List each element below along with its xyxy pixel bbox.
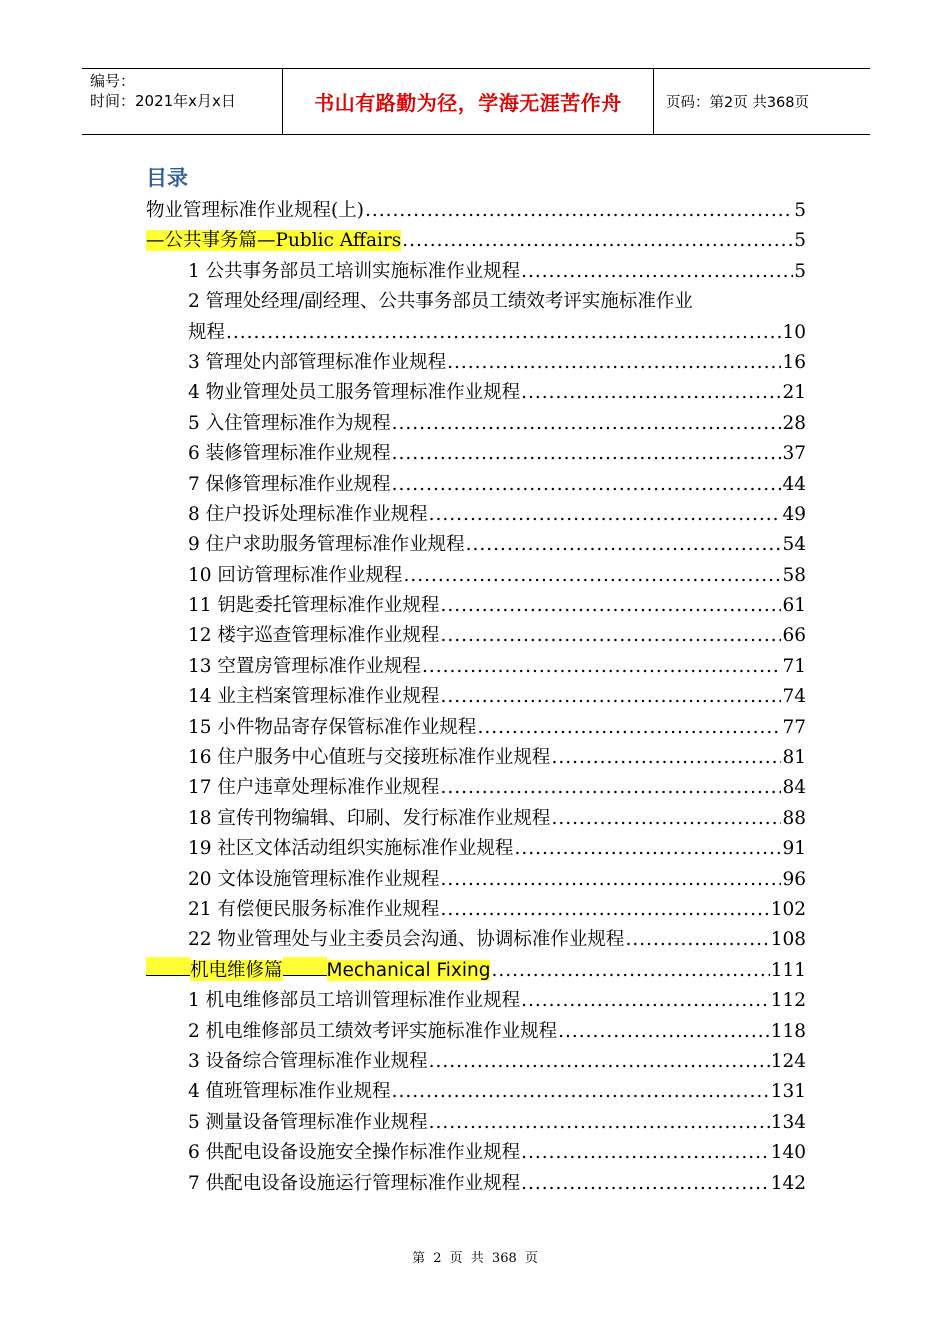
toc-leader-dots — [521, 1138, 770, 1168]
toc-entry-text: 5 测量设备管理标准作业规程 — [188, 1111, 428, 1133]
header-meta — [82, 69, 282, 134]
toc-page-number: 61 — [782, 595, 806, 617]
toc-entry-title — [188, 865, 439, 895]
toc-entry-title — [188, 530, 465, 560]
toc-page-number: 21 — [782, 382, 806, 404]
toc-leader-dots — [440, 895, 769, 925]
toc-leader-dots — [521, 257, 793, 287]
toc-entry-text: 2 管理处经理/副经理、公共事务部员工绩效考评实施标准作业 — [188, 291, 693, 313]
toc-entry-title — [188, 1108, 428, 1138]
toc-entry-text: 7 保修管理标准作业规程 — [188, 473, 391, 495]
toc-entry[interactable] — [146, 1169, 806, 1199]
toc-entry-text: 4 值班管理标准作业规程 — [188, 1081, 391, 1103]
toc-entry-text: 10 回访管理标准作业规程 — [188, 564, 403, 586]
toc-entry-text: 3 管理处内部管理标准作业规程 — [188, 351, 447, 373]
toc-entry-text: 7 供配电设备设施运行管理标准作业规程 — [188, 1172, 521, 1194]
toc-entry-text: 9 住户求助服务管理标准作业规程 — [188, 534, 465, 556]
toc-entry-text: 3 设备综合管理标准作业规程 — [188, 1050, 428, 1072]
toc-entry-text: 17 住户违章处理标准作业规程 — [188, 777, 440, 799]
toc-page-number: 84 — [782, 777, 806, 799]
toc-entry[interactable] — [146, 591, 806, 621]
toc-page-number: 5 — [794, 260, 806, 282]
toc-leader-dots — [625, 925, 769, 955]
section-title-cn: 机电维修篇 — [190, 959, 283, 981]
toc-page-number: 58 — [782, 564, 806, 586]
toc-entry-title — [188, 1077, 391, 1107]
toc-entry[interactable] — [146, 409, 806, 439]
toc-entry-title — [188, 439, 391, 469]
toc-leader-dots — [402, 226, 793, 256]
toc-page-number: 88 — [782, 807, 806, 829]
toc-page-number: 140 — [770, 1142, 806, 1164]
toc-entry[interactable] — [146, 743, 806, 773]
toc-leader-dots — [551, 804, 781, 834]
time-label: 时间：2021年x月x日 — [90, 92, 236, 110]
toc-entry[interactable] — [146, 1108, 806, 1138]
toc-entry-title — [188, 470, 391, 500]
toc-entry-text: 8 住户投诉处理标准作业规程 — [188, 503, 428, 525]
toc-entry-text: 11 钥匙委托管理标准作业规程 — [188, 595, 440, 617]
toc-entry[interactable] — [146, 1017, 806, 1047]
toc-entry[interactable] — [146, 1077, 806, 1107]
toc-title: 目录 — [146, 166, 188, 190]
toc-entry-title — [188, 621, 439, 651]
toc-leader-dots — [440, 621, 781, 651]
toc-entry-title — [188, 1017, 557, 1047]
toc-entry[interactable] — [146, 257, 806, 287]
toc-leader-dots — [521, 378, 781, 408]
toc-page-number: 134 — [770, 1111, 806, 1133]
toc-entry-text: 21 有偿便民服务标准作业规程 — [188, 898, 440, 920]
toc-page-number: 71 — [782, 655, 806, 677]
toc-entry[interactable] — [146, 621, 806, 651]
toc-entry[interactable] — [146, 348, 806, 378]
toc-leader-dots — [521, 986, 770, 1016]
toc-leader-dots — [226, 318, 781, 348]
toc-page-number: 112 — [770, 990, 806, 1012]
toc-page-number: 5 — [794, 230, 806, 252]
toc-leader-dots — [392, 1077, 770, 1107]
toc-entry[interactable] — [146, 530, 806, 560]
toc-leader-dots — [392, 409, 782, 439]
section-title-en: Mechanical Fixing — [326, 959, 491, 981]
toc-page-number: 54 — [782, 534, 806, 556]
toc-leader-dots — [447, 348, 781, 378]
toc-page-number: 77 — [782, 716, 806, 738]
toc-entry-title — [188, 834, 513, 864]
toc-entry[interactable] — [146, 500, 806, 530]
toc-entry-text: —公共事务篇—Public Affairs — [146, 230, 402, 252]
toc-entry-title — [188, 318, 225, 348]
page-header — [82, 68, 870, 135]
toc-entry-text: 4 物业管理处员工服务管理标准作业规程 — [188, 382, 521, 404]
toc-entry[interactable] — [146, 196, 806, 226]
toc-entry[interactable] — [146, 713, 806, 743]
toc-page-number: 28 — [782, 412, 806, 434]
toc-entry-text: 5 入住管理标准作为规程 — [188, 412, 391, 434]
table-of-contents — [146, 196, 806, 1199]
toc-entry-title — [188, 1138, 520, 1168]
toc-entry-text: 22 物业管理处与业主委员会沟通、协调标准作业规程 — [188, 929, 625, 951]
toc-entry-title — [188, 743, 550, 773]
toc-leader-dots — [392, 470, 782, 500]
toc-page-number: 102 — [770, 898, 806, 920]
toc-entry-title — [188, 925, 624, 955]
toc-entry[interactable] — [146, 470, 806, 500]
toc-entry-text: 19 社区文体活动组织实施标准作业规程 — [188, 838, 514, 860]
toc-entry-text: 6 装修管理标准作业规程 — [188, 443, 391, 465]
toc-page-number: 108 — [770, 929, 806, 951]
toc-entry-text: 规程 — [188, 321, 226, 343]
toc-entry-title — [188, 1047, 428, 1077]
toc-entry-title — [188, 986, 520, 1016]
toc-entry-title — [188, 773, 439, 803]
toc-leader-dots — [429, 500, 782, 530]
toc-entry-title — [188, 561, 402, 591]
toc-entry-title — [188, 500, 428, 530]
toc-page-number: 91 — [782, 838, 806, 860]
toc-page-number: 131 — [770, 1081, 806, 1103]
toc-page-number: 44 — [782, 473, 806, 495]
toc-entry-title — [188, 287, 693, 317]
toc-page-number: 66 — [782, 625, 806, 647]
toc-entry[interactable] — [146, 652, 806, 682]
toc-leader-dots — [477, 713, 781, 743]
toc-page-number: 142 — [770, 1172, 806, 1194]
toc-entry-text: 13 空置房管理标准作业规程 — [188, 655, 421, 677]
toc-leader-dots — [429, 1108, 770, 1138]
toc-entry-title — [188, 804, 550, 834]
toc-entry[interactable] — [146, 895, 806, 925]
toc-leader-dots — [440, 682, 781, 712]
toc-entry[interactable] — [146, 834, 806, 864]
toc-page-number: 16 — [782, 351, 806, 373]
toc-entry[interactable] — [146, 956, 806, 986]
toc-entry-text: 16 住户服务中心值班与交接班标准作业规程 — [188, 747, 551, 769]
toc-entry-title — [188, 682, 439, 712]
toc-entry[interactable] — [146, 287, 806, 317]
toc-entry-title — [188, 1169, 520, 1199]
toc-leader-dots — [491, 956, 769, 986]
toc-entry-text: 物业管理标准作业规程(上) — [146, 200, 364, 221]
toc-entry-title — [188, 378, 520, 408]
toc-page-number: 124 — [770, 1050, 806, 1072]
toc-entry-text: 14 业主档案管理标准作业规程 — [188, 686, 440, 708]
header-motto: 书山有路勤为径，学海无涯苦作舟 — [282, 69, 654, 134]
toc-leader-dots — [466, 530, 782, 560]
toc-page-number: 5 — [794, 200, 806, 221]
toc-entry[interactable] — [146, 439, 806, 469]
toc-leader-dots — [365, 196, 793, 226]
blank-underline — [146, 957, 190, 976]
toc-entry-title — [146, 196, 364, 226]
toc-page-number: 74 — [782, 686, 806, 708]
toc-page-number: 37 — [782, 443, 806, 465]
toc-entry[interactable] — [146, 1047, 806, 1077]
toc-entry-title — [146, 956, 490, 986]
page-footer: 第 2 页 共 368 页 — [412, 1251, 538, 1266]
toc-page-number: 118 — [770, 1020, 806, 1042]
toc-leader-dots — [429, 1047, 770, 1077]
toc-entry-text: 6 供配电设备设施安全操作标准作业规程 — [188, 1142, 521, 1164]
toc-page-number: 10 — [782, 321, 806, 343]
toc-entry-text: 2 机电维修部员工绩效考评实施标准作业规程 — [188, 1020, 558, 1042]
toc-entry[interactable] — [146, 925, 806, 955]
toc-entry[interactable] — [146, 804, 806, 834]
toc-entry[interactable] — [146, 1138, 806, 1168]
toc-entry-title — [188, 652, 421, 682]
toc-entry-title — [188, 713, 476, 743]
toc-leader-dots — [440, 591, 781, 621]
toc-entry[interactable] — [146, 226, 806, 256]
toc-leader-dots — [422, 652, 782, 682]
toc-leader-dots — [392, 439, 782, 469]
toc-entry-text: 18 宣传刊物编辑、印刷、发行标准作业规程 — [188, 807, 551, 829]
toc-leader-dots — [514, 834, 781, 864]
toc-entry[interactable] — [146, 318, 806, 348]
toc-leader-dots — [440, 865, 781, 895]
toc-entry[interactable] — [146, 773, 806, 803]
toc-entry[interactable] — [146, 986, 806, 1016]
toc-entry-text: 1 机电维修部员工培训管理标准作业规程 — [188, 990, 521, 1012]
toc-entry[interactable] — [146, 682, 806, 712]
toc-entry-title — [188, 591, 439, 621]
toc-page-number: 96 — [782, 868, 806, 890]
toc-page-number: 49 — [782, 503, 806, 525]
toc-entry-text: 1 公共事务部员工培训实施标准作业规程 — [188, 260, 521, 282]
toc-entry[interactable] — [146, 561, 806, 591]
toc-leader-dots — [551, 743, 781, 773]
toc-entry[interactable] — [146, 378, 806, 408]
toc-entry-text: 20 文体设施管理标准作业规程 — [188, 868, 440, 890]
toc-entry[interactable] — [146, 865, 806, 895]
toc-page-number: 111 — [770, 959, 806, 981]
toc-entry-title — [188, 257, 520, 287]
toc-leader-dots — [521, 1169, 770, 1199]
header-page-info: 页码：第2页 共368页 — [666, 95, 810, 111]
toc-entry-text: 15 小件物品寄存保管标准作业规程 — [188, 716, 477, 738]
toc-leader-dots — [558, 1017, 770, 1047]
toc-entry-title — [146, 226, 401, 256]
toc-entry-title — [188, 895, 439, 925]
toc-leader-dots — [403, 561, 781, 591]
toc-page-number: 81 — [782, 747, 806, 769]
toc-entry-text: 12 楼宇巡查管理标准作业规程 — [188, 625, 440, 647]
blank-underline — [283, 957, 327, 976]
toc-entry-title — [188, 409, 391, 439]
toc-leader-dots — [440, 773, 781, 803]
toc-entry-title — [188, 348, 446, 378]
number-label: 编号： — [90, 72, 136, 90]
